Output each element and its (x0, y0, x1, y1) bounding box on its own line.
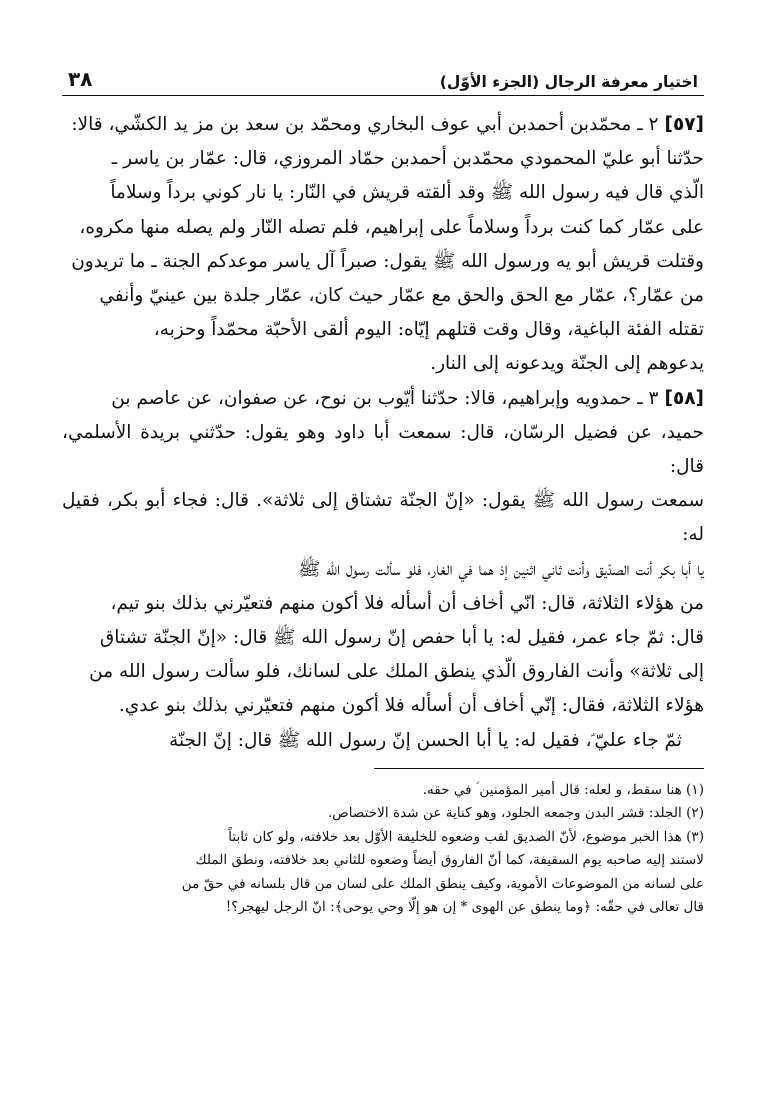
footnote-3-continuation: قال تعالى في حقّه: ﴿وما ينطق عن الهوى * إن هو إلّا وحي يوحى﴾: انّ الرجل ليهجر؟! (225, 899, 704, 916)
text-line: ثمّ جاء عليّ ؑ، فقيل له: يا أبا الحسن إنّ رسول الله ﷺ قال: إنّ الجنّة (169, 729, 682, 751)
hadith-entry-58 (62, 382, 704, 758)
hadith-entry-57 (62, 108, 704, 382)
text-line: من هؤلاء الثلاثة، قال: انّي أخاف أن أسأله فلا أكون منهم فتعيّرني بذلك بنو تيم، (110, 592, 704, 614)
main-text (62, 108, 704, 758)
text-line: الّذي قال فيه رسول الله ﷺ وقد ألقته قريش في النّار: يا نار كوني برداً وسلاماً (110, 182, 704, 204)
text-line: وقتلت قريش أبو يه ورسول الله ﷺ يقول: صبراً آل ياسر موعدكم الجنة ـ ما تريدون (71, 250, 704, 272)
footnote-3-continuation: لاستند إليه صاحبه يوم السقيفة، كما أنّ الفاروق أيضاً وضعوه للثاني بعد خلافته، ونطق الملك (195, 852, 704, 869)
text-line: تقتله الفئة الباغية، وقال وقت قتلهم إيّاه: اليوم ألقى الأحبّة محمّداً وحزبه، (153, 319, 704, 341)
text-line: حميد، عن فضيل الرسّان، قال: سمعت أبا داود وهو يقول: حدّثني بريدة الأسلمي، قال: (62, 421, 704, 478)
footnote-divider (374, 768, 704, 769)
page-number: ٣٨ (68, 67, 93, 91)
footnote-2: (٢) الجلد: قشر البدن وجمعه الجلود، وهو كناية عن شدة الاختصاص. (327, 805, 704, 822)
text-line: ٣ ـ حمدويه وإبراهيم، قالا: حدّثنا أيّوب بن نوح، عن صفوان، عن عاصم بن (111, 387, 659, 409)
text-line: هؤلاء الثلاثة، فقال: إنّي أخاف أن أسأله فلا أكون منهم فتعيّرني بذلك بنو عدي. (118, 695, 704, 717)
text-line: حدّثنا أبو عليّ المحمودي محمّدبن أحمدبن حمّاد المروزي، قال: عمّار بن ياسر ـ (111, 148, 704, 170)
text-line: على عمّار كما كنت برداً وسلاماً على إبراهيم، فلم تصله النّار ولم يصله منها مكروه، (79, 216, 704, 238)
running-header (62, 58, 704, 96)
text-line: يا أبا بكر أنت الصدّيق وأنت ثاني اثنين إذ هما في الغار، فلو سألت رسول الله ﷺ (298, 558, 704, 580)
text-line (62, 382, 704, 416)
text-line: ٢ ـ محمّدبن أحمدبن أبي عوف البخاري ومحمّد بن سعد بن مز يد الكشّي، قالا: (71, 114, 659, 135)
running-title: اختيار معرفة الرجال (الجزء الأوّل) (439, 73, 698, 91)
text-line: يدعوهم إلى الجنّة ويدعونه إلى النار. (430, 353, 704, 375)
text-line: قال: ثمّ جاء عمر، فقيل له: يا أبا حفص إنّ رسول الله ﷺ قال: «إنّ الجنّة تشتاق (99, 627, 704, 649)
text-line: سمعت رسول الله ﷺ يقول: «إنّ الجنّة تشتاق إلى ثلاثة». قال: فجاء أبو بكر، فقيل له: (62, 490, 704, 546)
entry-reference: [٥٨] (664, 387, 704, 409)
footnote-3: (٣) هذا الخبر موضوع، لأنّ الصديق لقب وضعوه للخليفة الأوّل بعد خلافته، ولو كان ثابتاً (228, 828, 704, 845)
text-line: إلى ثلاثة» وأنت الفاروق الّذي ينطق الملك على لسانك، فلو سألت رسول الله من (89, 661, 704, 683)
text-line: من عمّار؟، عمّار مع الحق والحق مع عمّار حيث كان، عمّار جلدة بين عينيّ وأنفي (99, 285, 704, 307)
footnote-1: (١) هنا سقط، و لعله: قال أمير المؤمنين ؑ في حقه. (422, 781, 704, 798)
text-line (62, 108, 704, 142)
entry-reference: [٥٧] (664, 114, 704, 135)
footnotes (62, 779, 704, 920)
footnote-3-continuation: على لسانه من الموضوعات الأموية، وكيف ينطق الملك على لسان من قال بلسانه في حقّ من (181, 875, 704, 892)
book-page (62, 58, 704, 1058)
